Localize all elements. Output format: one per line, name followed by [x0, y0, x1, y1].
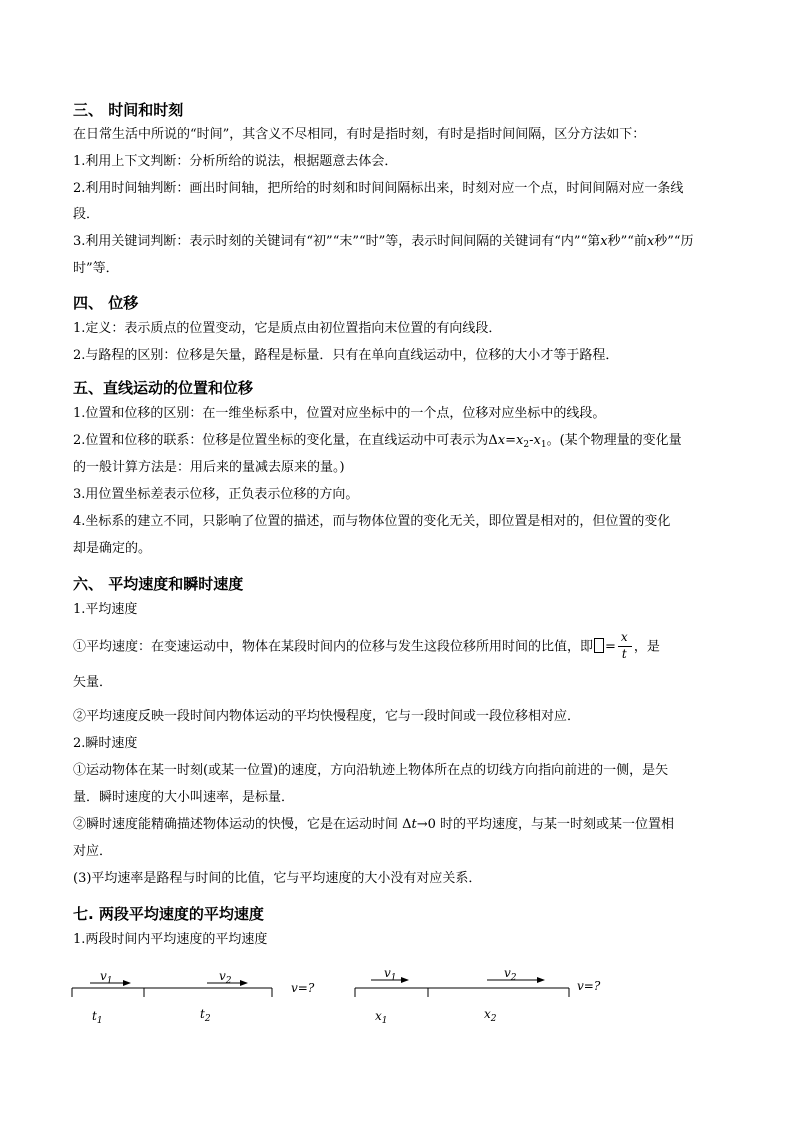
label-v-question-left: v=? [291, 981, 315, 995]
section-6-item-1: ①平均速度：在变速运动中，物体在某段时间内的位移与发生这段位移所用时间的比值，即 = $\frac{x}{t}$ ，是 [73, 630, 660, 661]
velocity-fraction: $\frac{x}{t}$ [618, 632, 632, 662]
section-5-point-4: 4.坐标系的建立不同，只影响了位置的描述，而与物体位置的变化无关，即位置是相对的，但位置的变化 [73, 514, 671, 529]
position-axis-right [355, 980, 569, 997]
section-5-point-1: 1.位置和位移的区别：在一维坐标系中，位置对应坐标中的一个点，位移对应坐标中的线段。 [73, 406, 606, 421]
label-x1: $x_1$ [375, 1009, 388, 1026]
section-6-item-j1: ①运动物体在某一时刻(或某一位置)的速度，方向沿轨迹上物体所在点的切线方向指向前进的一侧，是矢 [73, 763, 669, 778]
time-axis-left [72, 983, 272, 997]
label-t1: $t_1$ [92, 1009, 103, 1026]
section-5-title: 五、直线运动的位置和位移 [73, 379, 254, 397]
section-6-item-1-cont: 矢量． [73, 675, 113, 690]
section-6-item-j3: (3)平均速率是路程与时间的比值，它与平均速度的大小没有对应关系． [73, 871, 482, 886]
section-3-title: 三、 时间和时刻 [73, 101, 184, 119]
section-3-point-2: 2.利用时间轴判断：画出时间轴，把所给的时刻和时间间隔标出来，时刻对应一个点，时间间隔对应一条线 [73, 181, 684, 196]
average-velocity-diagram [0, 960, 794, 1030]
section-3-point-3: 3.利用关键词判断：表示时刻的关键词有“初”“末”“时”等，表示时间间隔的关键词有“内”“第x秒”“前x秒”“历 [73, 234, 694, 249]
label-v1-right: $v_1$ [384, 966, 397, 983]
diagram-lines [0, 960, 794, 1030]
section-6-sub-1: 1.平均速度 [73, 602, 138, 617]
section-6-item-j2: ②瞬时速度能精确描述物体运动的快慢，它是在运动时间 Δt→0 时的平均速度，与某一时刻或某一位置相 [73, 817, 675, 832]
section-5-point-4-cont: 却是确定的。 [73, 541, 152, 556]
section-6-item-2: ②平均速度反映一段时间内物体运动的平均快慢程度，它与一段时间或一段位移相对应． [73, 709, 581, 724]
label-x2: $x_2$ [484, 1007, 497, 1024]
section-7-title: 七. 两段平均速度的平均速度 [73, 905, 264, 923]
label-v2-left: $v_2$ [219, 969, 232, 986]
label-v2-right: $v_2$ [504, 966, 517, 983]
section-7-sub-1: 1.两段时间内平均速度的平均速度 [73, 932, 268, 947]
section-6-item-j2-cont: 对应． [73, 844, 113, 859]
section-3-point-2-cont: 段． [73, 207, 100, 222]
section-5-point-3: 3.用位置坐标差表示位移，正负表示位移的方向。 [73, 487, 359, 502]
section-4-point-2: 2.与路程的区别：位移是矢量，路程是标量．只有在单向直线运动中，位移的大小才等于路程． [73, 348, 619, 363]
section-3-point-3-cont: 时”等． [73, 261, 119, 276]
velocity-symbol-box [594, 638, 604, 653]
section-3-intro: 在日常生活中所说的“时间”，其含义不尽相同，有时是指时刻，有时是指时间间隔，区分方法如下： [73, 127, 646, 142]
section-5-point-2: 2.位置和位移的联系：位移是位置坐标的变化量，在直线运动中可表示为$\Delta x=x_2-x_1$。(某个物理量的变化量 [73, 433, 682, 450]
label-v1-left: $v_1$ [100, 969, 113, 986]
label-v-question-right: v=? [577, 979, 601, 993]
section-5-point-2-cont: 的一般计算方法是：用后来的量减去原来的量。) [73, 460, 345, 475]
section-4-point-1: 1.定义：表示质点的位置变动，它是质点由初位置指向末位置的有向线段． [73, 321, 502, 336]
section-6-item-j1-cont: 量．瞬时速度的大小叫速率，是标量． [73, 790, 295, 805]
section-6-title: 六、 平均速度和瞬时速度 [73, 575, 244, 593]
section-4-title: 四、 位移 [73, 294, 139, 312]
section-3-point-1: 1.利用上下文判断：分析所给的说法，根据题意去体会． [73, 154, 398, 169]
label-t2: $t_2$ [200, 1007, 211, 1024]
section-6-sub-2: 2.瞬时速度 [73, 736, 138, 751]
